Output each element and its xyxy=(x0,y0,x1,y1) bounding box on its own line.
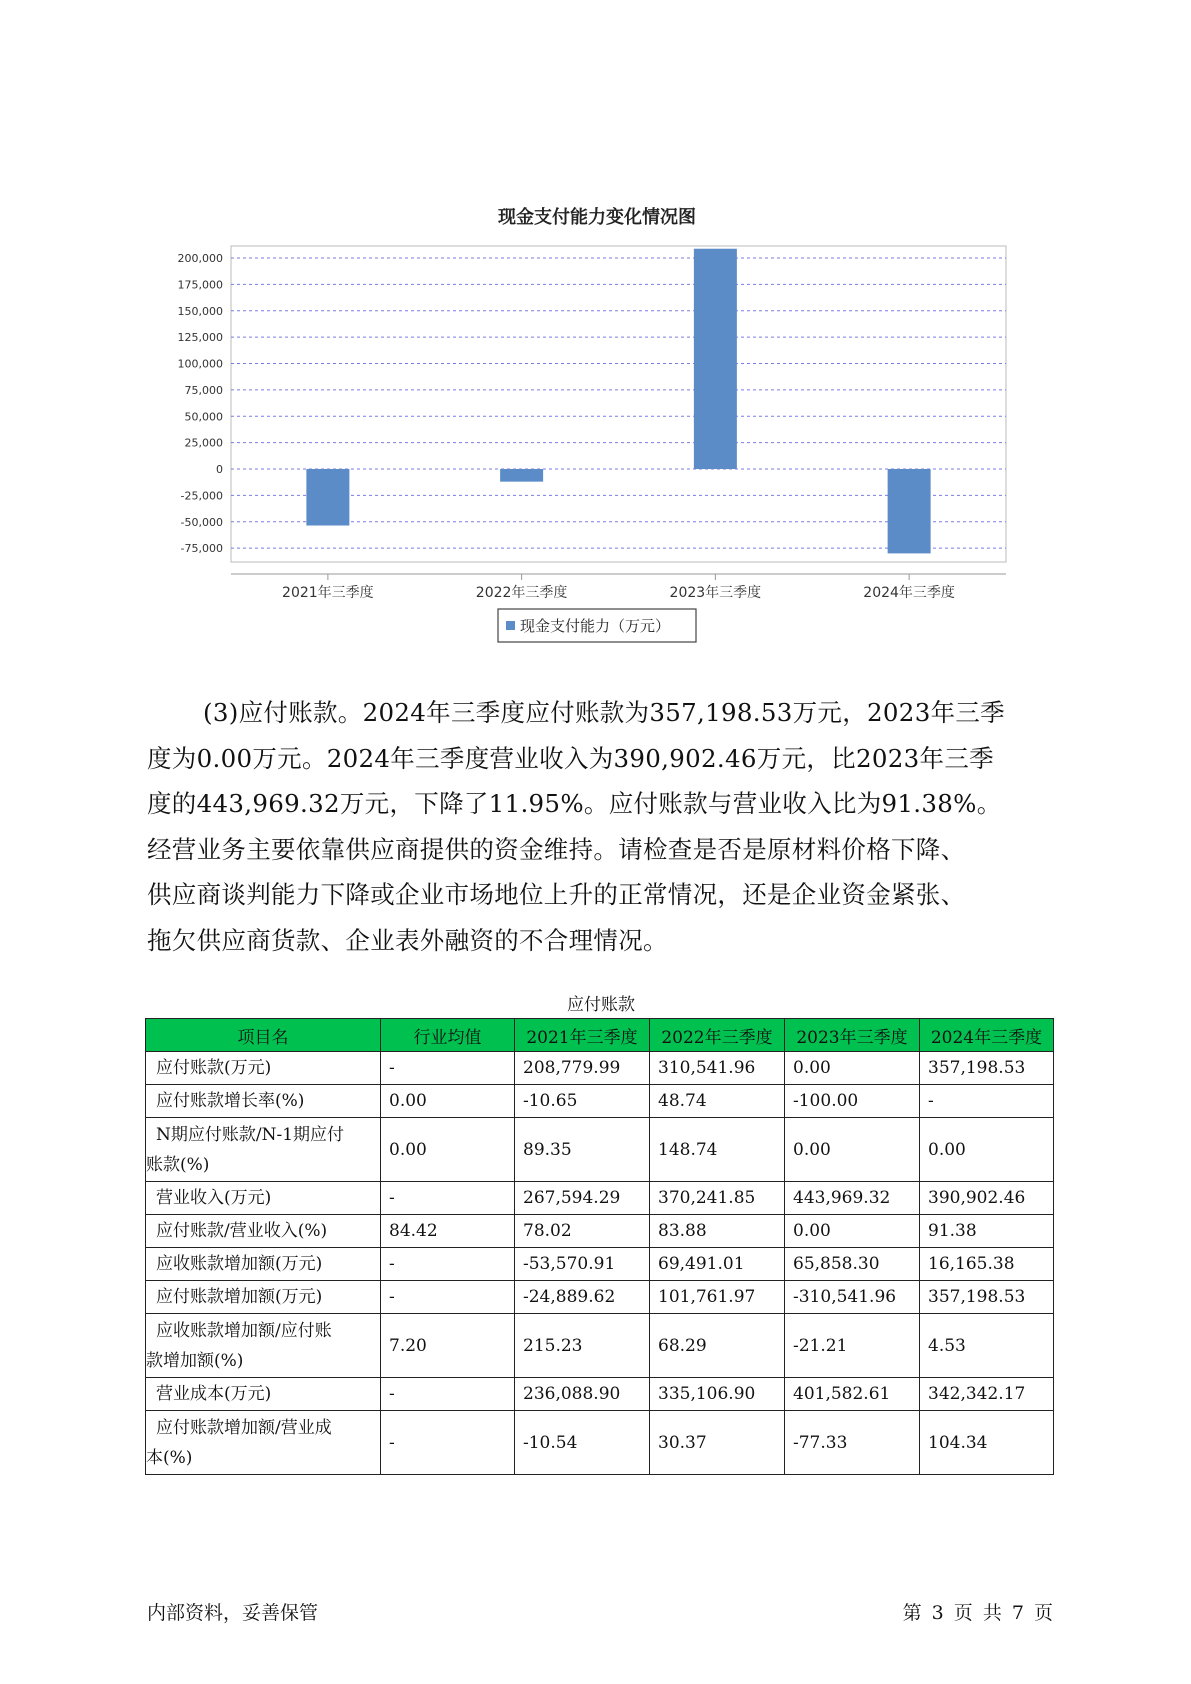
value-cell: 208,779.99 xyxy=(515,1052,650,1085)
y-tick-label: 100,000 xyxy=(177,357,223,371)
value-cell: - xyxy=(381,1411,515,1475)
y-tick-label: 25,000 xyxy=(184,436,223,450)
header-cell: 项目名 xyxy=(146,1019,381,1052)
value-cell: -100.00 xyxy=(785,1085,920,1118)
value-cell: 0.00 xyxy=(381,1118,515,1182)
item-name-text: 应收账款增加额(万元) xyxy=(156,1254,323,1274)
table-row xyxy=(146,1215,1054,1248)
y-tick-label: 50,000 xyxy=(184,410,223,424)
item-name-text: N期应付账款/N-1期应付 xyxy=(156,1124,345,1145)
value-cell: 0.00 xyxy=(381,1085,515,1118)
item-name-text: 应收账款增加额/应付账 xyxy=(156,1320,332,1341)
value-cell: 0.00 xyxy=(785,1052,920,1085)
paragraph-line: 拖欠供应商货款、企业表外融资的不合理情况。 xyxy=(147,925,668,955)
table-row xyxy=(146,1182,1054,1215)
y-tick-label: -25,000 xyxy=(180,489,223,503)
value-cell: 84.42 xyxy=(381,1215,515,1248)
item-name-cell xyxy=(146,1182,381,1215)
value-cell: 357,198.53 xyxy=(920,1052,1054,1085)
value-cell: 101,761.97 xyxy=(650,1281,785,1314)
item-name-cell xyxy=(146,1281,381,1314)
x-category-label: 2021年三季度 xyxy=(282,585,374,601)
table-row xyxy=(146,1314,1054,1378)
value-cell: 65,858.30 xyxy=(785,1248,920,1281)
item-name-text: 营业收入(万元) xyxy=(156,1188,272,1208)
item-name-text: 款增加额(%) xyxy=(146,1350,244,1371)
value-cell: -310,541.96 xyxy=(785,1281,920,1314)
value-cell: 370,241.85 xyxy=(650,1182,785,1215)
table-row xyxy=(146,1085,1054,1118)
y-axis-ticks xyxy=(178,252,224,555)
bar xyxy=(500,469,543,482)
item-name-text: 营业成本(万元) xyxy=(156,1384,272,1404)
value-cell: -77.33 xyxy=(785,1411,920,1475)
value-cell: 48.74 xyxy=(650,1085,785,1118)
y-tick-label: 125,000 xyxy=(177,331,223,345)
header-cell: 2021年三季度 xyxy=(515,1019,650,1052)
item-name-cell xyxy=(146,1378,381,1411)
paragraph-line: (3)应付账款。2024年三季度应付账款为357,198.53万元，2023年三季 xyxy=(203,698,1005,727)
y-tick-label: -75,000 xyxy=(180,542,223,556)
value-cell: - xyxy=(381,1281,515,1314)
value-cell: - xyxy=(381,1182,515,1215)
paragraph-line: 度为0.00万元。2024年三季度营业收入为390,902.46万元，比2023年三季 xyxy=(147,743,994,773)
value-cell: - xyxy=(920,1085,1054,1118)
value-cell: 342,342.17 xyxy=(920,1378,1054,1411)
legend-label: 现金支付能力（万元） xyxy=(520,617,671,635)
value-cell: 390,902.46 xyxy=(920,1182,1054,1215)
item-name-text: 应付账款增长率(%) xyxy=(156,1091,305,1111)
item-name-cell xyxy=(146,1215,381,1248)
value-cell: 215.23 xyxy=(515,1314,650,1378)
value-cell: 68.29 xyxy=(650,1314,785,1378)
bar xyxy=(306,469,349,526)
legend-swatch xyxy=(506,621,515,630)
value-cell: 69,491.01 xyxy=(650,1248,785,1281)
x-axis-categories xyxy=(282,574,955,601)
table-row xyxy=(146,1248,1054,1281)
value-cell: 78.02 xyxy=(515,1215,650,1248)
value-cell: 357,198.53 xyxy=(920,1281,1054,1314)
table-row xyxy=(146,1052,1054,1085)
table-row xyxy=(146,1118,1054,1182)
value-cell: 7.20 xyxy=(381,1314,515,1378)
value-cell: 83.88 xyxy=(650,1215,785,1248)
chart-title: 现金支付能力变化情况图 xyxy=(498,207,696,228)
table-row xyxy=(146,1378,1054,1411)
item-name-cell xyxy=(146,1052,381,1085)
y-tick-label: 200,000 xyxy=(177,252,223,265)
y-tick-label: 75,000 xyxy=(184,383,223,397)
value-cell: 4.53 xyxy=(920,1314,1054,1378)
value-cell: 30.37 xyxy=(650,1411,785,1475)
item-name-cell xyxy=(146,1118,381,1182)
value-cell: -24,889.62 xyxy=(515,1281,650,1314)
value-cell: 16,165.38 xyxy=(920,1248,1054,1281)
header-cell: 行业均值 xyxy=(381,1019,515,1052)
value-cell: 335,106.90 xyxy=(650,1378,785,1411)
value-cell: 310,541.96 xyxy=(650,1052,785,1085)
value-cell: 104.34 xyxy=(920,1411,1054,1475)
value-cell: 443,969.32 xyxy=(785,1182,920,1215)
y-tick-label: -50,000 xyxy=(180,515,223,529)
paragraph-line: 供应商谈判能力下降或企业市场地位上升的正常情况，还是企业资金紧张、 xyxy=(147,880,966,909)
table-header-row xyxy=(146,1019,1054,1052)
legend xyxy=(498,609,696,642)
value-cell: -10.65 xyxy=(515,1085,650,1118)
x-category-label: 2022年三季度 xyxy=(475,585,568,601)
item-name-text: 应付账款增加额(万元) xyxy=(156,1287,323,1307)
y-tick-label: 175,000 xyxy=(177,278,223,292)
value-cell: 0.00 xyxy=(920,1118,1054,1182)
value-cell: - xyxy=(381,1378,515,1411)
value-cell: 267,594.29 xyxy=(515,1182,650,1215)
table-title: 应付账款 xyxy=(567,995,635,1015)
header-cell: 2023年三季度 xyxy=(785,1019,920,1052)
bar xyxy=(888,469,931,553)
x-category-label: 2023年三季度 xyxy=(669,585,762,601)
cash-payment-ability-chart xyxy=(0,0,1191,660)
item-name-text: 应付账款增加额/营业成 xyxy=(156,1417,332,1438)
paragraph-line: 度的443,969.32万元，下降了11.95%。应付账款与营业收入比为91.38%。 xyxy=(147,789,1002,818)
item-name-text: 本(%) xyxy=(146,1447,193,1468)
value-cell: 0.00 xyxy=(785,1118,920,1182)
accounts-payable-paragraph xyxy=(147,690,1062,963)
y-tick-label: 150,000 xyxy=(177,304,223,318)
value-cell: 148.74 xyxy=(650,1118,785,1182)
value-cell: -10.54 xyxy=(515,1411,650,1475)
value-cell: 91.38 xyxy=(920,1215,1054,1248)
bar xyxy=(694,249,737,469)
value-cell: 236,088.90 xyxy=(515,1378,650,1411)
table-row xyxy=(146,1411,1054,1475)
value-cell: 401,582.61 xyxy=(785,1378,920,1411)
footer-page-number: 第 3 页 共 7 页 xyxy=(902,1602,1053,1624)
value-cell: -53,570.91 xyxy=(515,1248,650,1281)
footer-confidential: 内部资料，妥善保管 xyxy=(147,1602,319,1624)
item-name-cell xyxy=(146,1314,381,1378)
item-name-text: 账款(%) xyxy=(146,1154,210,1175)
y-tick-label: 0 xyxy=(216,463,223,476)
header-cell: 2024年三季度 xyxy=(920,1019,1054,1052)
item-name-cell xyxy=(146,1411,381,1475)
value-cell: - xyxy=(381,1248,515,1281)
item-name-cell xyxy=(146,1085,381,1118)
value-cell: 89.35 xyxy=(515,1118,650,1182)
x-category-label: 2024年三季度 xyxy=(863,585,955,601)
header-cell: 2022年三季度 xyxy=(650,1019,785,1052)
accounts-payable-table xyxy=(145,1018,1054,1475)
paragraph-line: 经营业务主要依靠供应商提供的资金维持。请检查是否是原材料价格下降、 xyxy=(147,834,966,864)
value-cell: 0.00 xyxy=(785,1215,920,1248)
table-row xyxy=(146,1281,1054,1314)
value-cell: - xyxy=(381,1052,515,1085)
value-cell: -21.21 xyxy=(785,1314,920,1378)
item-name-text: 应付账款/营业收入(%) xyxy=(156,1221,328,1241)
item-name-text: 应付账款(万元) xyxy=(156,1058,272,1078)
item-name-cell xyxy=(146,1248,381,1281)
